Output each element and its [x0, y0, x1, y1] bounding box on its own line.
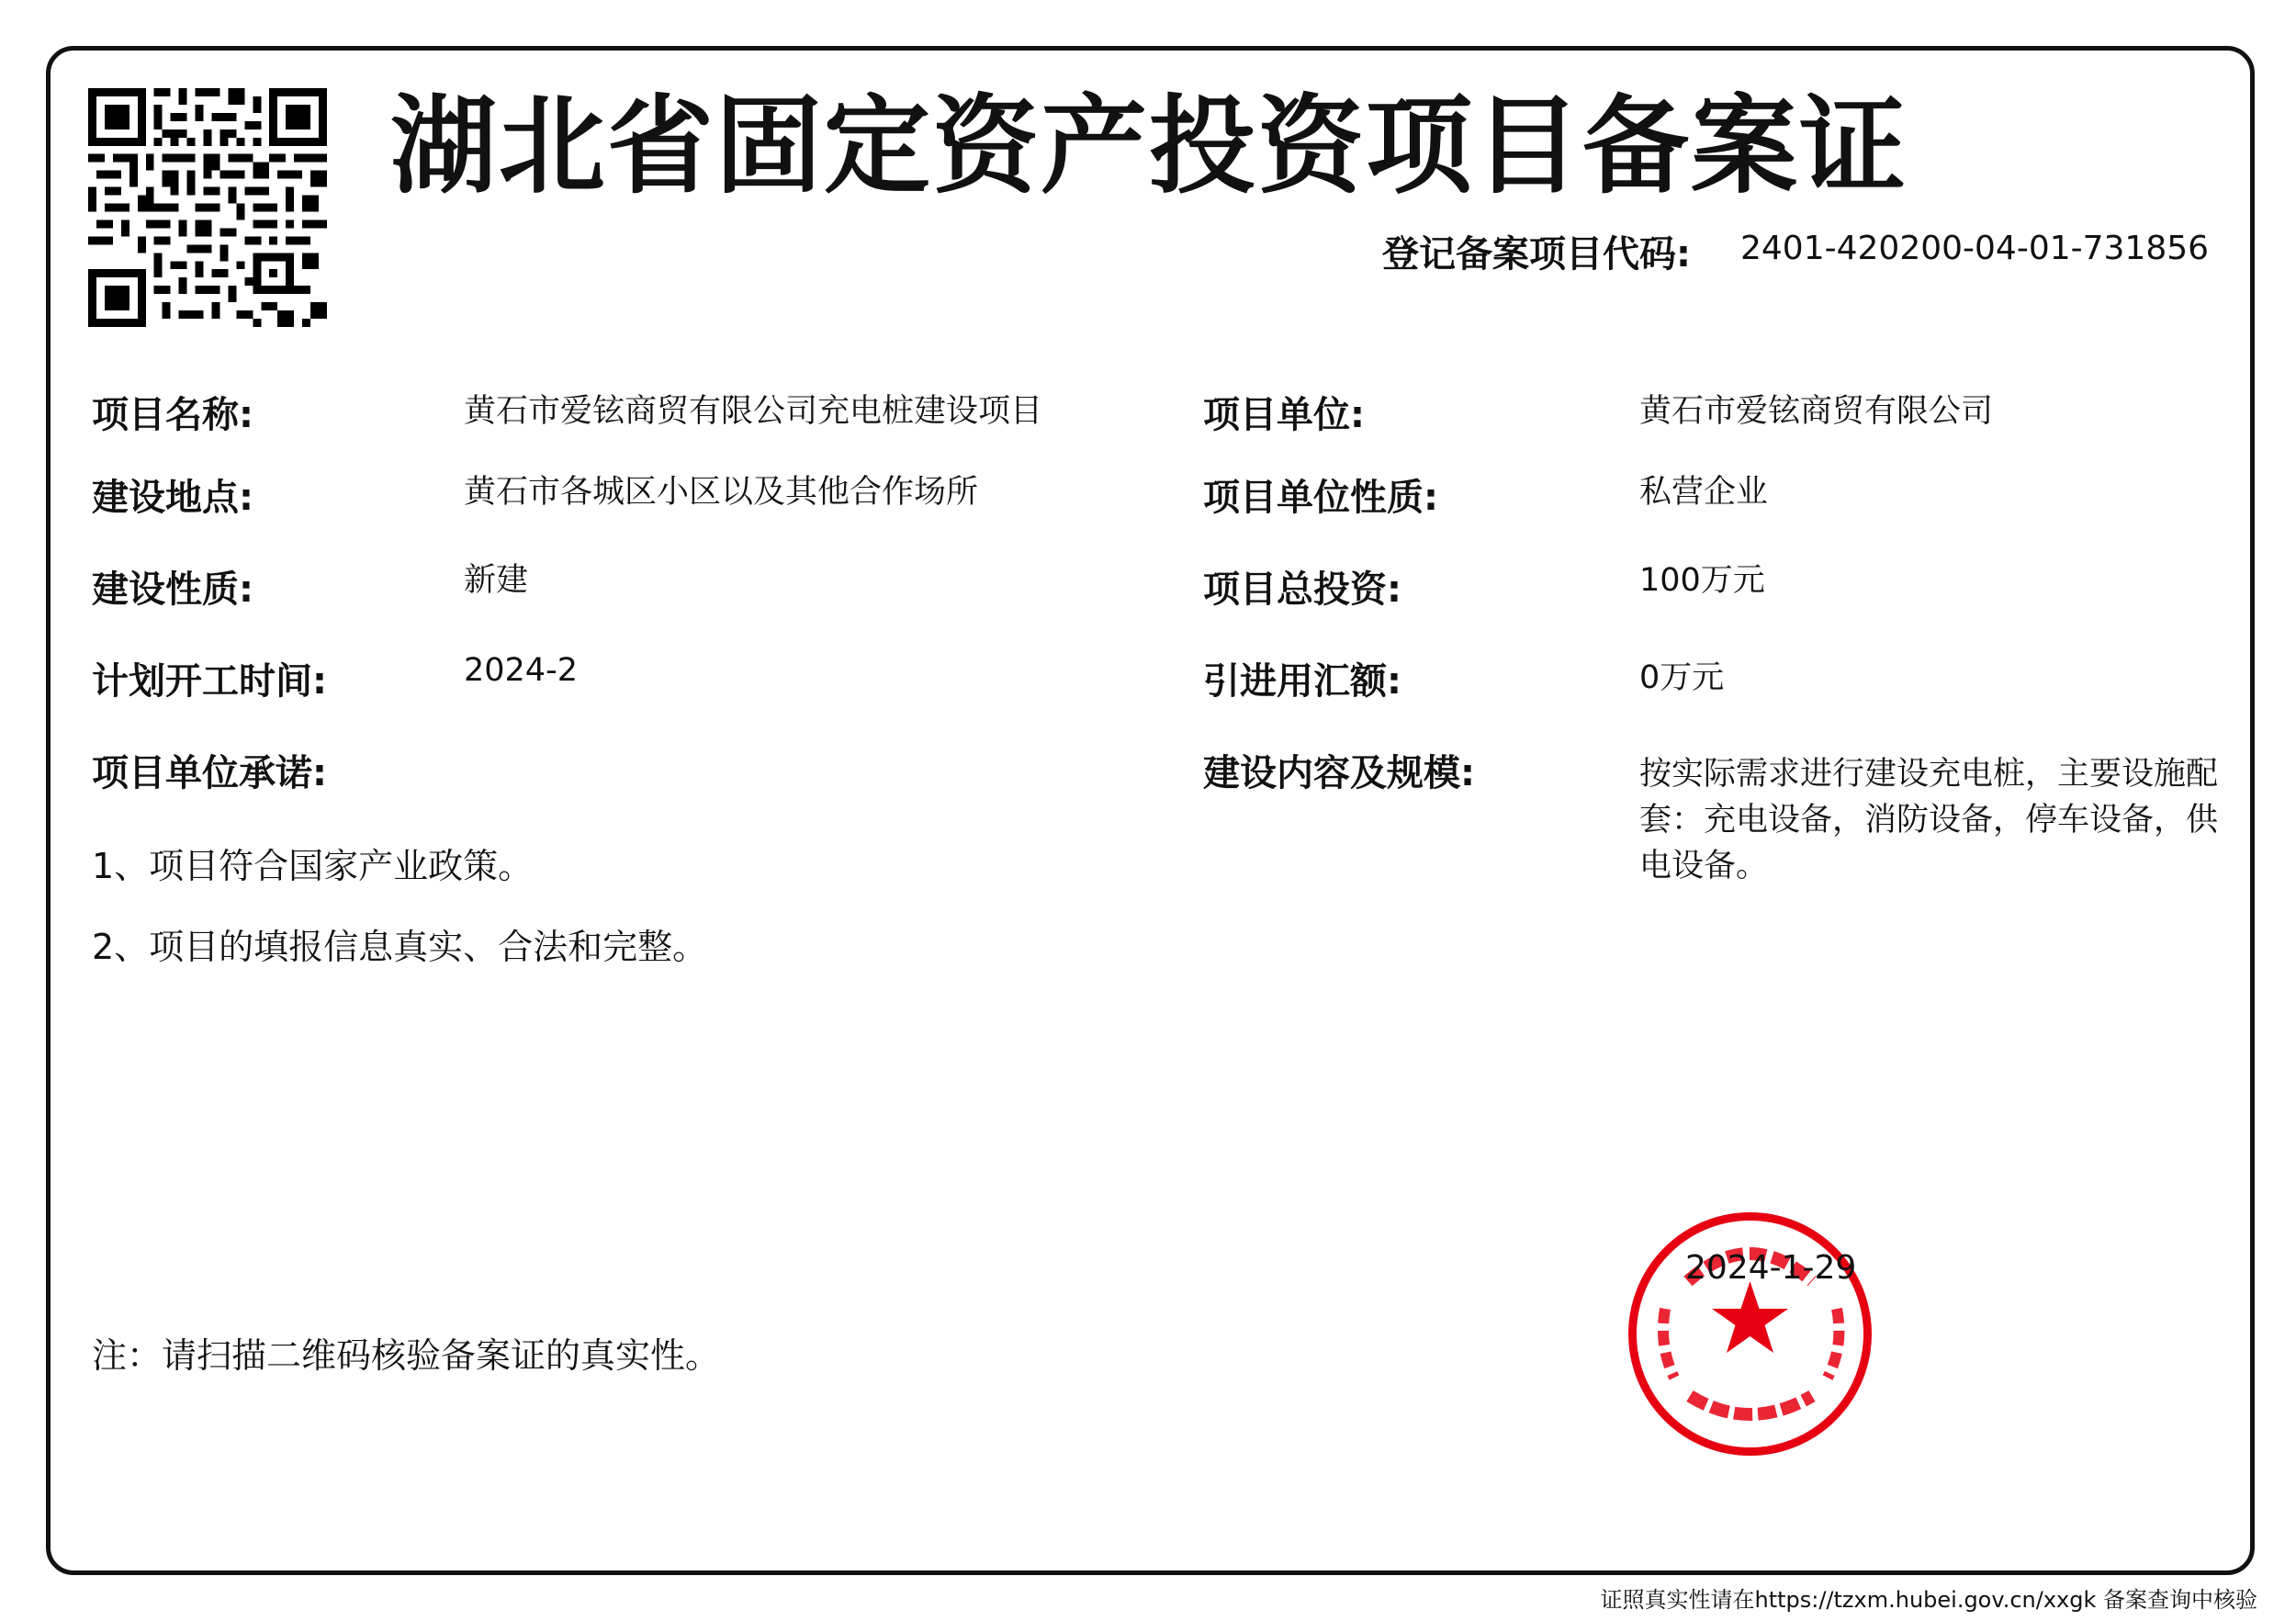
- planned-start-label: 计划开工时间:: [92, 660, 327, 703]
- foreign-capital-label: 引进用汇额:: [1203, 660, 1401, 703]
- scope-label: 建设内容及规模:: [1203, 752, 1475, 794]
- certificate-title: 湖北省固定资产投资项目备案证: [390, 84, 1908, 208]
- project-unit-label: 项目单位:: [1203, 394, 1365, 436]
- location-label: 建设地点:: [92, 477, 253, 519]
- project-code-label: 登记备案项目代码:: [1382, 233, 1691, 276]
- total-investment-value: 100万元: [1639, 562, 1765, 599]
- project-name-label: 项目名称:: [92, 394, 253, 436]
- pledge-label: 项目单位承诺:: [92, 752, 327, 794]
- planned-start-value: 2024-2: [464, 652, 578, 689]
- project-name-value: 黄石市爱铉商贸有限公司充电桩建设项目: [464, 393, 1043, 430]
- project-unit-value: 黄石市爱铉商贸有限公司: [1639, 393, 1994, 430]
- construction-nature-value: 新建: [464, 562, 529, 599]
- location-value: 黄石市各城区小区以及其他合作场所: [464, 474, 979, 511]
- seal-date: 2024-1-29: [1685, 1249, 1857, 1287]
- project-code-value: 2401-420200-04-01-731856: [1740, 230, 2210, 267]
- pledge-item: 1、项目符合国家产业政策。: [92, 846, 534, 886]
- official-seal-icon: [1624, 1208, 1876, 1460]
- total-investment-label: 项目总投资:: [1203, 568, 1401, 611]
- construction-nature-label: 建设性质:: [92, 568, 253, 611]
- qr-code[interactable]: [88, 88, 327, 327]
- unit-nature-value: 私营企业: [1639, 474, 1769, 511]
- verification-footer: 证照真实性请在https://tzxm.hubei.gov.cn/xxgk 备案查询中核验: [1600, 1587, 2257, 1613]
- foreign-capital-value: 0万元: [1639, 659, 1725, 696]
- pledge-item: 2、项目的填报信息真实、合法和完整。: [92, 927, 708, 967]
- verification-note: 注：请扫描二维码核验备案证的真实性。: [92, 1335, 721, 1376]
- unit-nature-label: 项目单位性质:: [1203, 477, 1438, 519]
- scope-value: 按实际需求进行建设充电桩，主要设施配套：充电设备，消防设备，停车设备，供电设备。: [1639, 756, 2219, 884]
